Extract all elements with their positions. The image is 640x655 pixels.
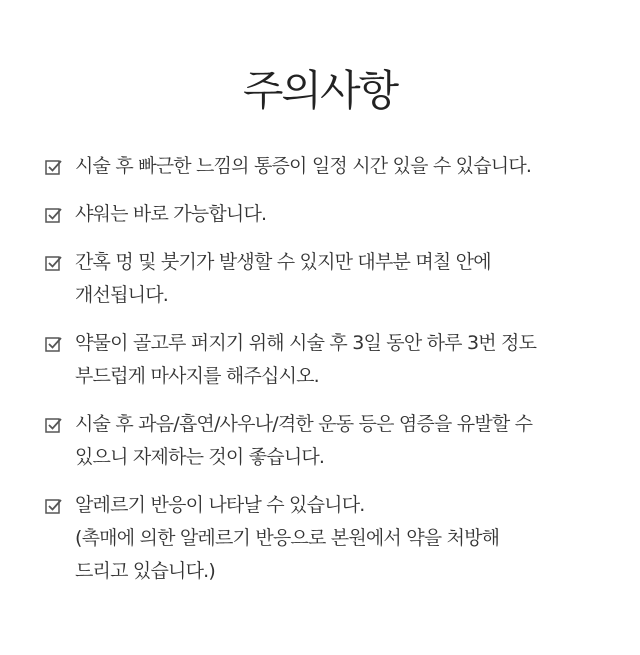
checkbox-check-icon (44, 157, 64, 177)
notice-text: 알레르기 반응이 나타날 수 있습니다. (75, 494, 365, 516)
notice-text: 개선됩니다. (75, 284, 169, 306)
notice-item (44, 150, 614, 183)
checkbox-check-icon (44, 496, 64, 516)
notice-text: 약물이 골고루 퍼지기 위해 시술 후 3일 동안 하루 3번 정도 (75, 332, 537, 354)
checkbox-check-icon (44, 205, 64, 225)
notice-text: (촉매에 의한 알레르기 반응으로 본원에서 약을 처방해 (75, 527, 500, 549)
checkbox-check-icon (44, 334, 64, 354)
notice-text: 부드럽게 마사지를 해주십시오. (75, 365, 319, 387)
checkbox-check-icon (44, 253, 64, 273)
checkbox-check-icon (44, 415, 64, 435)
notice-item (44, 198, 614, 231)
notice-item (44, 408, 614, 474)
notice-item (44, 246, 614, 312)
notice-text: 간혹 멍 및 붓기가 발생할 수 있지만 대부분 며칠 안에 (75, 251, 491, 273)
notice-text: 드리고 있습니다.) (75, 560, 215, 582)
notice-text: 시술 후 빠근한 느낌의 통증이 일정 시간 있을 수 있습니다. (75, 155, 532, 177)
notice-text: 시술 후 과음/흡연/사우나/격한 운동 등은 염증을 유발할 수 (75, 413, 533, 435)
notice-text: 있으니 자제하는 것이 좋습니다. (75, 446, 325, 468)
notice-item (44, 489, 614, 588)
notice-item (44, 327, 614, 393)
notice-text: 샤워는 바로 가능합니다. (75, 203, 267, 225)
notice-list (44, 150, 614, 603)
page-title: 주의사항 (242, 66, 398, 115)
